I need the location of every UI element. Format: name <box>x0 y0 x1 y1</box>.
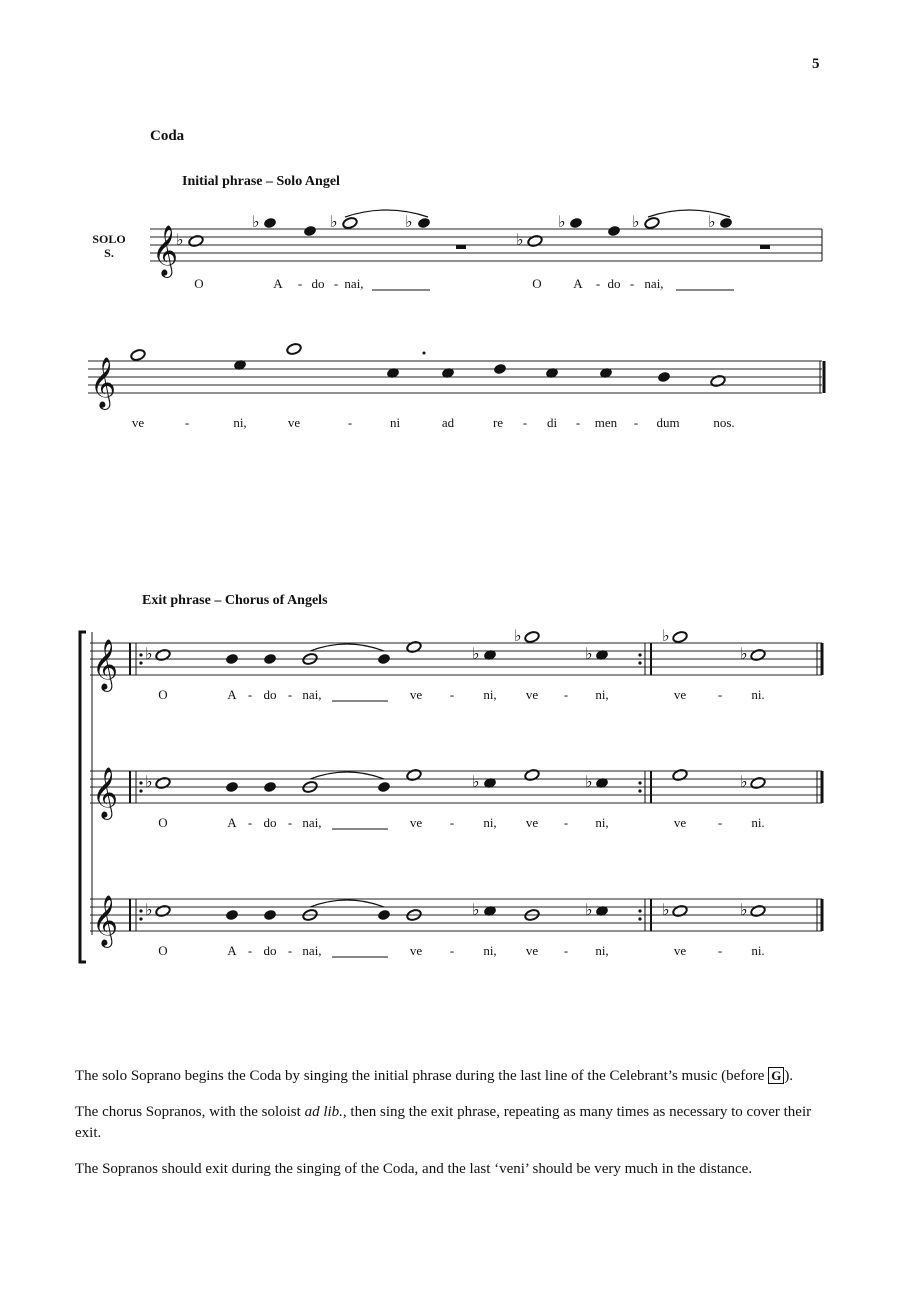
note-head <box>155 776 171 789</box>
lyric-syllable: - <box>595 276 601 291</box>
lyric-syllable: A <box>227 943 237 958</box>
repeat-dot <box>638 909 641 912</box>
slur <box>345 210 428 217</box>
system-bracket <box>80 632 86 962</box>
note-head <box>377 653 390 664</box>
note-head <box>657 371 670 382</box>
note-head <box>406 768 422 781</box>
rest-icon <box>760 245 770 249</box>
lyric-syllable: nai, <box>302 687 322 702</box>
lyric-syllable: - <box>247 815 253 830</box>
lyric-syllable: ni. <box>751 815 765 830</box>
treble-clef-icon: 𝄞 <box>90 357 117 408</box>
lyric-syllable: do <box>263 943 277 958</box>
performance-notes <box>75 1066 835 1195</box>
lyric-syllable: - <box>287 815 293 830</box>
lyric-syllable: ve <box>673 943 687 958</box>
flat-icon: ♭ <box>585 900 593 919</box>
note-head <box>377 909 390 920</box>
note-head <box>263 909 276 920</box>
flat-icon: ♭ <box>516 230 524 249</box>
note-head <box>607 225 620 236</box>
note-head <box>569 217 582 228</box>
note-head <box>225 909 238 920</box>
lyric-syllable: O <box>158 687 168 702</box>
note-head <box>342 216 358 229</box>
lyric-syllable: ve <box>287 415 301 430</box>
lyric-syllable: nai, <box>302 943 322 958</box>
lyric-syllable: - <box>633 415 639 430</box>
lyric-syllable: ni. <box>751 943 765 958</box>
lyric-syllable: re <box>492 415 504 430</box>
note-head <box>750 776 766 789</box>
lyric-syllable: di <box>546 415 558 430</box>
lyric-syllable: - <box>522 415 528 430</box>
lyric-syllable: - <box>247 687 253 702</box>
note-head <box>417 217 430 228</box>
note-head <box>303 225 316 236</box>
lyric-syllable: ve <box>131 415 145 430</box>
note-head <box>263 781 276 792</box>
lyric-syllable: do <box>263 815 277 830</box>
lyric-syllable: ni, <box>595 687 609 702</box>
lyric-syllable: O <box>158 815 168 830</box>
lyric-syllable: - <box>717 815 723 830</box>
flat-icon: ♭ <box>472 900 480 919</box>
lyric-syllable: - <box>563 687 569 702</box>
lyric-syllable: - <box>347 415 353 430</box>
flat-icon: ♭ <box>585 644 593 663</box>
lyric-syllable: - <box>717 687 723 702</box>
rest-icon <box>456 245 466 249</box>
note-head <box>524 768 540 781</box>
section-title: Coda <box>150 128 185 144</box>
flat-icon: ♭ <box>330 212 338 231</box>
note-head <box>672 904 688 917</box>
lyric-syllable: dum <box>656 415 680 430</box>
staff-lines <box>80 225 824 962</box>
flat-icon: ♭ <box>145 644 153 663</box>
instruction-paragraph-1 <box>75 1066 835 1087</box>
lyric-syllable: ni, <box>483 687 497 702</box>
note-head <box>155 904 171 917</box>
repeat-dot <box>638 781 641 784</box>
flat-icon: ♭ <box>558 212 566 231</box>
treble-clef-icon: 𝄞 <box>92 767 119 818</box>
solo-label-line2: S. <box>104 246 114 260</box>
repeat-dot <box>638 917 641 920</box>
solo-label-line1: SOLO <box>92 232 126 246</box>
lyric-syllable: do <box>311 276 325 291</box>
lyric-syllable: A <box>573 276 583 291</box>
slur <box>648 210 730 217</box>
lyric-syllable: nos. <box>713 415 735 430</box>
lyric-syllable: O <box>532 276 542 291</box>
flat-icon: ♭ <box>740 644 748 663</box>
lyric-syllable: ni, <box>483 815 497 830</box>
rehearsal-mark-g: G <box>768 1067 784 1084</box>
note-head <box>672 630 688 643</box>
lyric-syllable: ve <box>409 687 423 702</box>
lyric-syllable: - <box>184 415 190 430</box>
flat-icon: ♭ <box>145 772 153 791</box>
repeat-dot <box>139 653 142 656</box>
note-head <box>225 781 238 792</box>
note-head <box>672 768 688 781</box>
flat-icon: ♭ <box>472 772 480 791</box>
lyric-syllable: ve <box>525 687 539 702</box>
repeat-dot <box>638 789 641 792</box>
note-head <box>750 648 766 661</box>
lyric-syllable: O <box>194 276 204 291</box>
note-head <box>155 648 171 661</box>
treble-clef-icon: 𝄞 <box>92 639 119 690</box>
note-head <box>493 363 506 374</box>
flat-icon: ♭ <box>252 212 260 231</box>
exit-phrase-heading: Exit phrase – Chorus of Angels <box>142 593 328 608</box>
instruction-paragraph-3: The Sopranos should exit during the singing of the Coda, and the last ‘veni’ should be very much in the distance. <box>75 1161 753 1177</box>
note-head <box>524 630 540 643</box>
note-head <box>286 342 302 355</box>
instruction-1-end: ). <box>784 1068 794 1084</box>
lyric-syllable: ve <box>409 815 423 830</box>
note-head <box>263 217 276 228</box>
note-head <box>263 653 276 664</box>
lyric-syllable: do <box>263 687 277 702</box>
note-head <box>750 904 766 917</box>
slur <box>310 772 384 779</box>
note-head <box>710 374 726 387</box>
lyric-syllable: ni, <box>595 943 609 958</box>
lyric-syllable: do <box>607 276 621 291</box>
initial-phrase-heading: Initial phrase – Solo Angel <box>182 174 340 189</box>
flat-icon: ♭ <box>585 772 593 791</box>
instruction-2-italic: ad lib. <box>304 1104 343 1120</box>
lyric-syllable: men <box>594 415 618 430</box>
note-head <box>130 348 146 361</box>
flat-icon: ♭ <box>708 212 716 231</box>
lyric-syllable: nai, <box>302 815 322 830</box>
lyric-syllable: ve <box>525 815 539 830</box>
lyric-syllable: - <box>563 815 569 830</box>
lyric-syllable: - <box>717 943 723 958</box>
instruction-1-text: The solo Soprano begins the Coda by singing the initial phrase during the last line of the Celebrant’s music (before <box>75 1068 765 1084</box>
flat-icon: ♭ <box>662 900 670 919</box>
lyric-syllable: ve <box>673 687 687 702</box>
note-head <box>644 216 660 229</box>
lyric-syllable: ve <box>409 943 423 958</box>
slur <box>310 900 384 907</box>
lyric-syllable: ni <box>389 415 401 430</box>
instruction-2-text: The chorus Sopranos, with the soloist <box>75 1104 301 1120</box>
lyric-syllable: ni, <box>595 815 609 830</box>
lyric-syllable: nai, <box>344 276 364 291</box>
lyric-syllable: A <box>227 815 237 830</box>
instruction-paragraph-2 <box>75 1102 835 1144</box>
lyric-syllable: ve <box>673 815 687 830</box>
lyric-syllable: - <box>449 943 455 958</box>
lyric-syllable: - <box>449 687 455 702</box>
lyric-syllable: A <box>227 687 237 702</box>
note-head <box>377 781 390 792</box>
page-number: 5 <box>812 56 820 72</box>
lyric-syllable: - <box>287 687 293 702</box>
lyric-syllable: A <box>273 276 283 291</box>
lyric-syllable: ad <box>441 415 455 430</box>
lyric-syllable: ni, <box>483 943 497 958</box>
flat-icon: ♭ <box>514 626 522 645</box>
note-head <box>406 640 422 653</box>
lyric-syllable: - <box>287 943 293 958</box>
repeat-dot <box>139 661 142 664</box>
flat-icon: ♭ <box>632 212 640 231</box>
repeat-dot <box>139 909 142 912</box>
repeat-dot <box>638 653 641 656</box>
lyric-syllable: - <box>575 415 581 430</box>
lyric-syllable: - <box>333 276 339 291</box>
instruction-2-end: , then sing the exit phrase, repeating as many times as necessary to cover their exit. <box>75 1104 812 1141</box>
lyric-syllable: ve <box>525 943 539 958</box>
note-head <box>719 217 732 228</box>
lyric-syllable: nai, <box>644 276 664 291</box>
flat-icon: ♭ <box>472 644 480 663</box>
note-head <box>188 234 204 247</box>
lyric-syllable: ni. <box>751 687 765 702</box>
repeat-dot <box>638 661 641 664</box>
lyric-syllable: - <box>563 943 569 958</box>
flat-icon: ♭ <box>405 212 413 231</box>
flat-icon: ♭ <box>662 626 670 645</box>
lyric-syllable: - <box>449 815 455 830</box>
staccato-dot <box>423 352 426 355</box>
repeat-dot <box>139 917 142 920</box>
flat-icon: ♭ <box>740 772 748 791</box>
lyric-syllable: ni, <box>233 415 247 430</box>
note-head <box>225 653 238 664</box>
note-head <box>527 234 543 247</box>
flat-icon: ♭ <box>176 230 184 249</box>
flat-icon: ♭ <box>145 900 153 919</box>
lyric-syllable: - <box>247 943 253 958</box>
treble-clef-icon: 𝄞 <box>92 895 119 946</box>
repeat-dot <box>139 789 142 792</box>
slur <box>310 644 384 651</box>
treble-clef-icon: 𝄞 <box>152 225 179 276</box>
lyric-syllable: - <box>297 276 303 291</box>
repeat-dot <box>139 781 142 784</box>
lyric-syllable: O <box>158 943 168 958</box>
lyric-syllable: - <box>629 276 635 291</box>
flat-icon: ♭ <box>740 900 748 919</box>
